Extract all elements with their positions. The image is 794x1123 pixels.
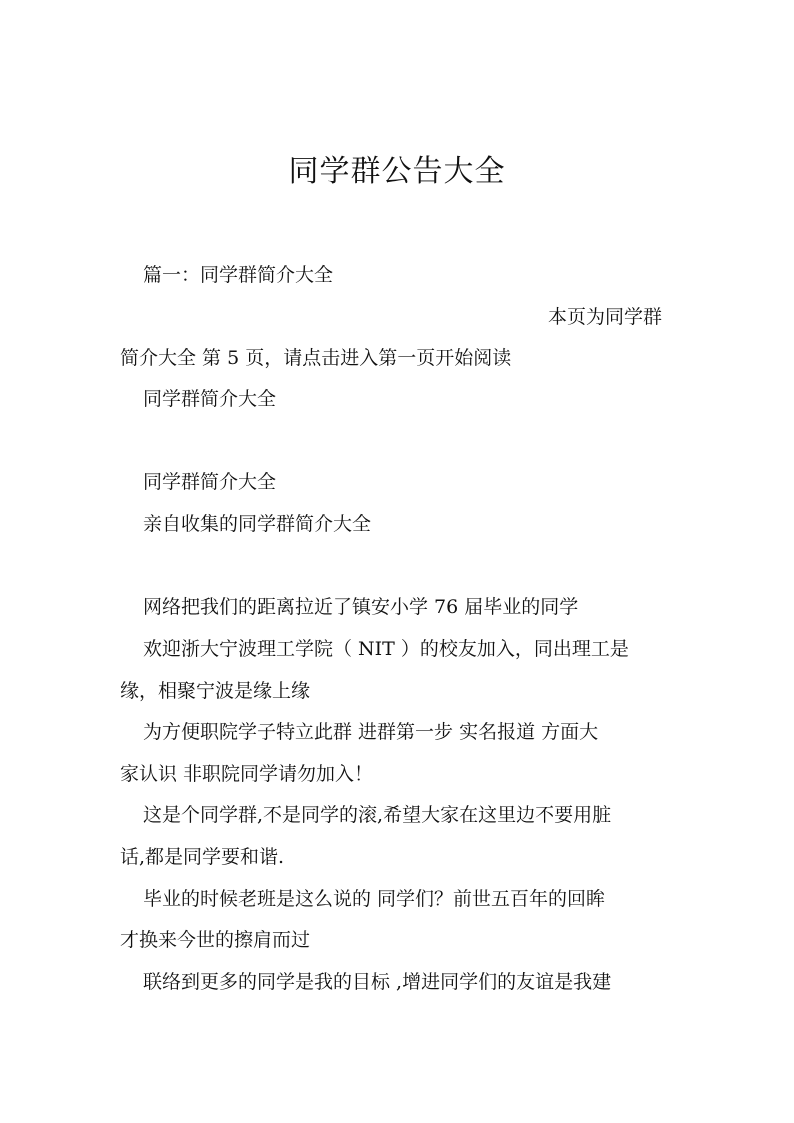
paragraph-line: 才换来今世的擦肩而过 [120,929,311,951]
paragraph-line: 毕业的时候老班是这么说的 同学们？前世五百年的回眸 [143,888,606,910]
paragraph-line: 本页为同学群 [548,306,663,328]
paragraph-line: 联络到更多的同学是我的目标 ,增进同学们的友谊是我建 [143,971,612,993]
document-title: 同学群公告大全 [288,154,506,189]
paragraph-line: 家认识 非职院同学请勿加入！ [120,763,374,785]
paragraph-line: 话,都是同学要和谐. [120,846,285,868]
paragraph-line: 欢迎浙大宁波理工学院（ NIT ）的校友加入，同出理工是 [143,638,629,660]
paragraph-line: 缘，相聚宁波是缘上缘 [120,680,311,702]
paragraph-line: 同学群简介大全 [143,471,277,493]
paragraph-line: 网络把我们的距离拉近了镇安小学 76 届毕业的同学 [143,596,579,618]
section-heading: 篇一：同学群简介大全 [143,264,334,286]
paragraph-line: 这是个同学群,不是同学的滚,希望大家在这里边不要用脏 [143,804,612,826]
paragraph-line: 同学群简介大全 [143,388,277,410]
paragraph-line: 为方便职院学子特立此群 进群第一步 实名报道 方面大 [143,721,599,743]
paragraph-line: 亲自收集的同学群简介大全 [143,513,372,535]
paragraph-line: 简介大全 第 5 页，请点击进入第一页开始阅读 [120,347,512,369]
